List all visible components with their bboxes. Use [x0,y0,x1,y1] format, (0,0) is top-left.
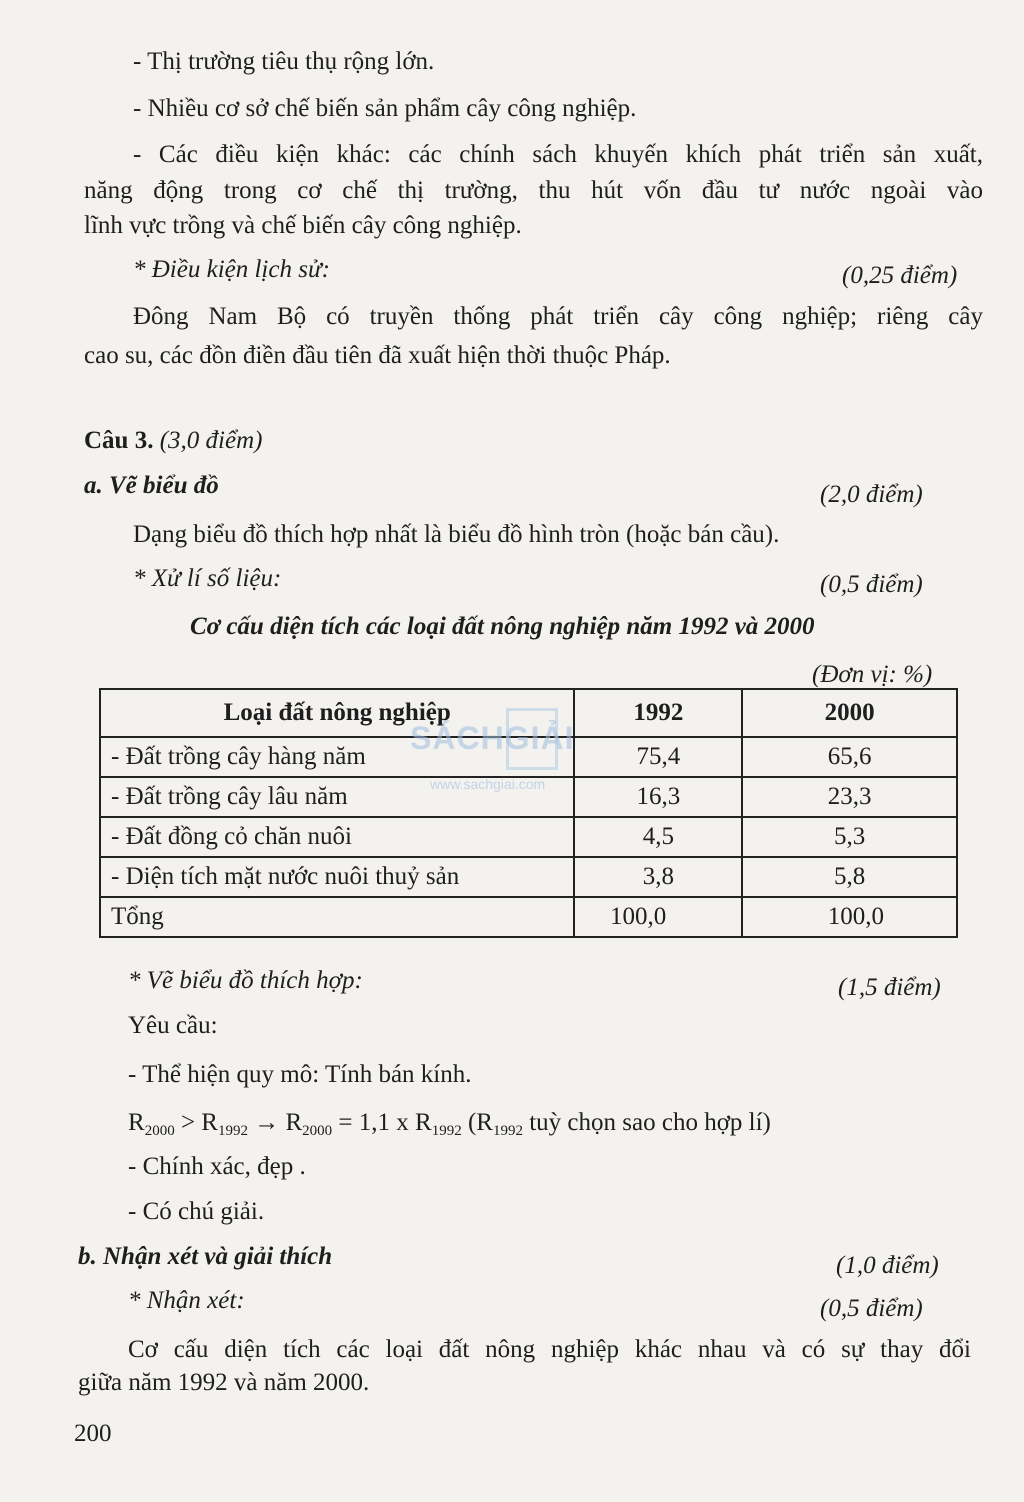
table-row [100,777,957,817]
requirement-legend: - Có chú giải. [128,1198,265,1225]
watermark-url: www.sachgiai.com [430,776,546,792]
question-3-heading [84,425,262,457]
history-label: * Điều kiện lịch sử: [133,256,330,283]
cell-land-type: - Diện tích mặt nước nuôi thuỷ sản [100,857,574,897]
history-text-2: cao su, các đồn điền đầu tiên đã xuất hiện thời thuộc Pháp. [84,342,671,369]
cell-land-type: - Đất trồng cây lâu năm [100,777,574,817]
process-label: * Xử lí số liệu: [133,565,282,592]
cell-1992: 16,3 [574,777,742,817]
requirements-label: Yêu cầu: [128,1012,218,1039]
table-header-row [100,689,957,737]
table-total-row [100,897,957,937]
table-row [100,737,957,777]
cell-2000: 5,8 [742,857,957,897]
process-points: (0,5 điểm) [820,571,923,598]
cell-1992: 75,4 [574,737,742,777]
cell-1992: 4,5 [574,817,742,857]
table-row [100,857,957,897]
history-points: (0,25 điểm) [842,262,958,289]
cell-total-label: Tổng [100,897,574,937]
bullet-market: - Thị trường tiêu thụ rộng lớn. [133,48,435,75]
table-title: Cơ cấu diện tích các loại đất nông nghiệp năm 1992 và 2000 [190,613,815,640]
remark-points: (0,5 điểm) [820,1295,923,1322]
part-a-heading: a. Vẽ biểu đồ [84,472,219,499]
history-text: Đông Nam Bộ có truyền thống phát triển cây công nghiệp; riêng cây [133,303,983,330]
draw-label: * Vẽ biểu đồ thích hợp: [128,967,363,994]
cell-total-2000: 100,0 [742,897,957,937]
bullet-processing: - Nhiều cơ sở chế biến sản phẩm cây công nghiệp. [133,95,637,122]
header-land-type: Loại đất nông nghiệp [100,689,574,737]
question-3-points: (3,0 điểm) [159,427,263,454]
table-unit: (Đơn vị: %) [812,661,933,688]
bullet-other-conditions-2: năng động trong cơ chế thị trường, thu hút vốn đầu tư nước ngoài vào [84,177,983,204]
remark-label: * Nhận xét: [128,1287,245,1314]
table-row [100,817,957,857]
cell-2000: 65,6 [742,737,957,777]
header-1992: 1992 [574,689,742,737]
requirement-accuracy: - Chính xác, đẹp . [128,1153,306,1180]
cell-2000: 23,3 [742,777,957,817]
cell-land-type: - Đất trồng cây hàng năm [100,737,574,777]
header-2000: 2000 [742,689,957,737]
part-a-points: (2,0 điểm) [820,481,923,508]
cell-total-1992: 100,0 [574,897,742,937]
bullet-other-conditions: - Các điều kiện khác: các chính sách khuyến khích phát triển sản xuất, [133,141,983,168]
part-b-points: (1,0 điểm) [836,1252,939,1279]
cell-2000: 5,3 [742,817,957,857]
bullet-other-conditions-3: lĩnh vực trồng và chế biến cây công nghiệp. [84,212,522,239]
radius-formula: $R_{2000} > R_{1992} \to R_{2000} = 1,1$ x $R_{1992}$ ($R_{1992}$ tuỳ chọn sao cho hợp lí) [128,1109,771,1139]
cell-1992: 3,8 [574,857,742,897]
cell-land-type: - Đất đồng cỏ chăn nuôi [100,817,574,857]
draw-points: (1,5 điểm) [838,974,941,1001]
part-b-heading: b. Nhận xét và giải thích [78,1243,333,1270]
remark-text: Cơ cấu diện tích các loại đất nông nghiệp khác nhau và có sự thay đổi [128,1336,971,1363]
requirement-scale: - Thể hiện quy mô: Tính bán kính. [128,1061,472,1088]
remark-text-2: giữa năm 1992 và năm 2000. [78,1369,370,1396]
land-structure-table [99,688,958,938]
question-3-label: Câu 3. [84,427,154,454]
part-a-text: Dạng biểu đồ thích hợp nhất là biểu đồ hình tròn (hoặc bán cầu). [133,521,780,548]
page-number: 200 [74,1420,112,1447]
watermark-text: SÁCHGIẢI [410,720,575,756]
